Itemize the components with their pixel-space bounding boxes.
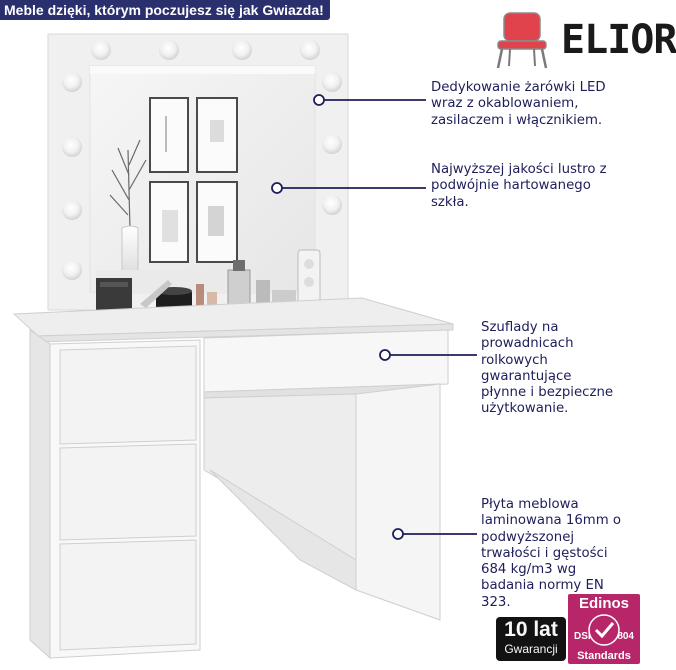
- annotation-mirror-text: Najwyższej jakości lustro z podwójnie hartowanego szkła.: [431, 162, 607, 210]
- certificate-badge: [568, 594, 640, 664]
- mirror-callout-dot: [272, 183, 282, 193]
- drawer-callout-dot: [380, 350, 390, 360]
- annotation-drawers-text: Szuflady na prowadnicach rolkowych gwarantujące płynne i bezpieczne użytkowanie.: [481, 320, 614, 417]
- promo-banner: [0, 0, 330, 20]
- chair-icon: [488, 10, 558, 70]
- board-callout-dot: [393, 529, 403, 539]
- annotation-board-text: Płyta meblowa laminowana 16mm o podwyższonej trwałości i gęstości 684 kg/m3 wg badania normy EN 323.: [481, 497, 622, 610]
- warranty-badge: [496, 617, 566, 661]
- promo-banner-text: Meble dzięki, którym poczujesz się jak Gwiazda!: [4, 2, 324, 18]
- brand-name: ELIOR: [561, 17, 676, 63]
- annotation-drawers: [481, 320, 613, 418]
- certificate-title: Edinos: [578, 595, 629, 612]
- warranty-years: 10 lat: [504, 618, 558, 641]
- warranty-label: Gwarancji: [504, 642, 558, 656]
- certificate-bottom: Standards: [577, 650, 631, 662]
- certificate-right: 804: [617, 631, 634, 642]
- brand-logo: [488, 10, 676, 70]
- annotation-mirror: [431, 162, 607, 211]
- annotation-led-text: Dedykowanie żarówki LED wraz z okablowaniem, zasilaczem i włącznikiem.: [431, 80, 606, 128]
- led-callout-dot: [314, 95, 324, 105]
- annotation-led: [431, 80, 606, 129]
- certificate-left: DSI: [574, 631, 591, 642]
